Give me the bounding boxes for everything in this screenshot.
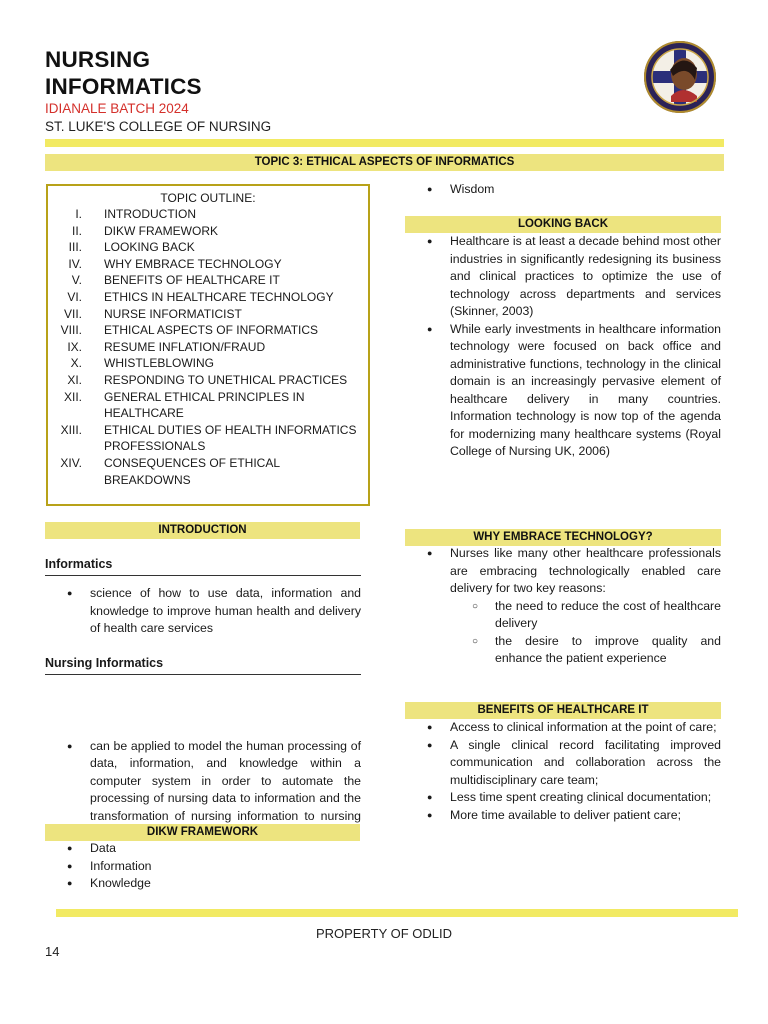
outline-text: BENEFITS OF HEALTHCARE IT: [104, 273, 280, 288]
outline-item: [48, 355, 368, 372]
outline-text: ETHICS IN HEALTHCARE TECHNOLOGY: [104, 289, 334, 304]
page-number: 14: [45, 944, 60, 959]
outline-item: [48, 322, 368, 339]
outline-text: RESUME INFLATION/FRAUD: [104, 339, 266, 354]
nursing-informatics-definition: ● can be applied to model the human processing of data, information, and knowledge within a computer system in order to automate the processing of nursing data to information and the transformation of nursing information to nursing: [45, 738, 361, 843]
school-name: ST. LUKE'S COLLEGE OF NURSING: [45, 119, 272, 134]
topic-outline-box: [46, 184, 370, 506]
dikw-list: [45, 840, 361, 893]
list-item: ● Knowledge: [45, 875, 361, 893]
outline-text: ETHICAL DUTIES OF HEALTH INFORMATICS PROFESSIONALS: [104, 422, 357, 454]
outline-num: VIII.: [60, 323, 82, 338]
outline-num: XIII.: [60, 422, 82, 437]
why-embrace-list: [405, 545, 721, 668]
outline-text: RESPONDING TO UNETHICAL PRACTICES: [104, 372, 348, 387]
outline-item: [48, 306, 368, 323]
why-embrace-heading: WHY EMBRACE TECHNOLOGY?: [405, 529, 721, 546]
list-item: ● Access to clinical information at the point of care;: [405, 719, 721, 737]
dikw-list-continued: [405, 181, 721, 199]
outline-item: [48, 455, 368, 488]
outline-item: [48, 289, 368, 306]
outline-num: XIV.: [60, 455, 82, 470]
list-item: ● Wisdom: [405, 181, 721, 199]
outline-text: GENERAL ETHICAL PRINCIPLES IN HEALTHCARE: [104, 389, 305, 421]
list-item: ● More time available to deliver patient care;: [405, 807, 721, 825]
nursing-informatics-subheading: Nursing Informatics: [45, 656, 361, 675]
college-seal-logo: [643, 40, 717, 114]
list-item: ● Data: [45, 840, 361, 858]
outline-text: ETHICAL ASPECTS OF INFORMATICS: [104, 323, 319, 338]
outline-num: VI.: [67, 289, 82, 304]
outline-item: [48, 339, 368, 356]
outline-item: [48, 389, 368, 422]
document-title: NURSING INFORMATICS: [45, 47, 202, 99]
outline-num: IX.: [67, 339, 82, 354]
batch-label: IDIANALE BATCH 2024: [45, 101, 189, 116]
outline-text: DIKW FRAMEWORK: [104, 223, 218, 238]
outline-item: [48, 206, 368, 223]
outline-text: NURSE INFORMATICIST: [104, 306, 242, 321]
outline-text: INTRODUCTION: [104, 207, 196, 221]
outline-item: [48, 223, 368, 240]
outline-item: [48, 256, 368, 273]
informatics-subheading: Informatics: [45, 557, 361, 576]
outline-text: WHY EMBRACE TECHNOLOGY: [104, 256, 282, 271]
sub-list-item: ○ the need to reduce the cost of healthcare delivery: [405, 598, 721, 633]
outline-text: WHISTLEBLOWING: [104, 356, 215, 371]
outline-num: XI.: [67, 372, 82, 387]
footer-divider-bar: [56, 909, 738, 917]
outline-item: [48, 272, 368, 289]
informatics-definition: ● science of how to use data, information and knowledge to improve human health and delivery of health care services: [45, 585, 361, 638]
outline-title: TOPIC OUTLINE:: [160, 191, 256, 205]
benefits-list: [405, 719, 721, 824]
header-divider-bar: [45, 139, 724, 147]
outline-num: XII.: [63, 389, 82, 404]
outline-item: [48, 422, 368, 455]
dikw-heading: DIKW FRAMEWORK: [45, 824, 360, 841]
outline-num: V.: [71, 273, 82, 288]
introduction-heading: INTRODUCTION: [45, 522, 360, 539]
outline-num: IV.: [68, 256, 82, 271]
looking-back-heading: LOOKING BACK: [405, 216, 721, 233]
sub-list-item: ○ the desire to improve quality and enhance the patient experience: [405, 633, 721, 668]
footer-property: PROPERTY OF ODLID: [315, 926, 453, 941]
benefits-heading: BENEFITS OF HEALTHCARE IT: [405, 702, 721, 719]
outline-num: II.: [71, 223, 82, 238]
outline-num: I.: [75, 207, 82, 221]
outline-num: X.: [70, 356, 82, 371]
list-item: ● Healthcare is at least a decade behind most other industries in significantly redesigning its business and clinical practices to optimize the use of technology across departments and services (Skinner, 2003): [405, 233, 721, 321]
outline-num: VII.: [63, 306, 82, 321]
list-item: ● A single clinical record facilitating improved communication and collaboration across the multidisciplinary care team;: [405, 737, 721, 790]
outline-item: [48, 372, 368, 389]
list-item: ● While early investments in healthcare information technology were focused on back office and administrative functions, technology in the clinical domain is an increasingly pervasive element of healthcare delivery in many countries. Information technology is now top of the agenda for modernizing many healthcare systems (Royal College of Nursing UK, 2006): [405, 321, 721, 461]
looking-back-list: [405, 233, 721, 461]
outline-num: III.: [68, 240, 82, 255]
list-item: ● Information: [45, 858, 361, 876]
topic-heading: TOPIC 3: ETHICAL ASPECTS OF INFORMATICS: [45, 154, 724, 171]
outline-item: [48, 239, 368, 256]
list-item: ● Nurses like many other healthcare professionals are embracing technologically enabled care delivery for two key reasons:: [405, 545, 721, 598]
outline-text: CONSEQUENCES OF ETHICAL BREAKDOWNS: [104, 455, 280, 487]
outline-text: LOOKING BACK: [104, 240, 195, 255]
list-item: ● Less time spent creating clinical documentation;: [405, 789, 721, 807]
